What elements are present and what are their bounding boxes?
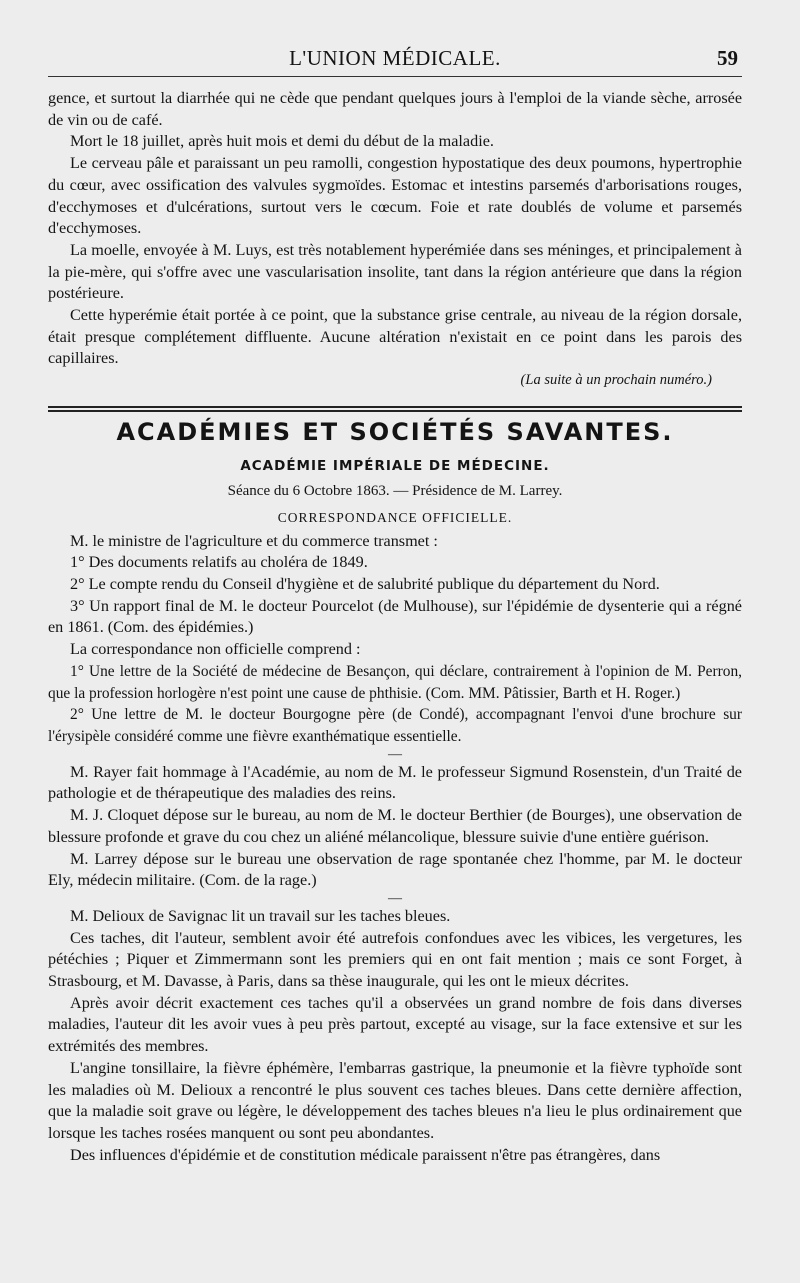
running-header — [48, 44, 742, 74]
header-rule — [48, 76, 742, 77]
paragraph: La moelle, envoyée à M. Luys, est très notablement hyperémiée dans ses méninges, et principalement à la pie-mère, qui s'offre avec une vascularisation insolite, tant dans la région antérieure que dans la région postérieure. — [48, 240, 742, 303]
paragraph: M. Rayer fait hommage à l'Académie, au nom de M. le professeur Sigmund Rosenstein, d'un Traité de pathologie et de thérapeutique des maladies des reins. — [48, 762, 742, 803]
session-line: Séance du 6 Octobre 1863. — Présidence de M. Larrey. — [227, 483, 563, 500]
paragraph: Le cerveau pâle et paraissant un peu ramolli, congestion hypostatique des deux poumons, hypertrophie du cœur, avec ossification des valvules sygmoïdes. Estomac et intestins parsemés d'arborisations rouges, d'ecchymoses et d'ulcérations, surtout vers le cœcum. Foie et rate doublés de volume et parsemés d'ecchymoses. — [48, 154, 742, 238]
paragraph: M. Delioux de Savignac lit un travail sur les taches bleues. — [70, 906, 451, 925]
section-divider — [48, 406, 742, 412]
academy-title: ACADÉMIE IMPÉRIALE DE MÉDECINE. — [240, 457, 550, 474]
paragraph: gence, et surtout la diarrhée qui ne cède que pendant quelques jours à l'emploi de la viande sèche, arrosée de vin ou de café. — [48, 89, 742, 129]
paragraph: Mort le 18 juillet, après huit mois et demi du début de la maladie. — [70, 132, 494, 151]
paragraph: L'angine tonsillaire, la fièvre éphémère, l'embarras gastrique, la pneumonie et la fièvre typhoïde sont les maladies où M. Delioux a rencontré le plus souvent ces taches bleues. Dans cette dernière affection, que la maladie soit grave ou légère, le développement des taches bleues n'a lieu le plus ordinairement que lorsque les taches rosées manquent ou sont peu abondantes. — [48, 1058, 742, 1142]
paragraph: Des influences d'épidémie et de constitution médicale paraissent n'être pas étrangères, dans — [70, 1145, 661, 1164]
continuation-note: (La suite à un prochain numéro.) — [520, 372, 712, 389]
section-title: ACADÉMIES ET SOCIÉTÉS SAVANTES. — [116, 417, 674, 446]
correspondence-heading: CORRESPONDANCE OFFICIELLE. — [277, 509, 513, 525]
list-item: 2° Une lettre de M. le docteur Bourgogne père (de Condé), accompagnant l'envoi d'une brochure sur l'érysipèle considéré comme une fièvre exanthématique essentielle. — [48, 706, 742, 745]
page-number: 59 — [717, 46, 738, 70]
separator-dash: — — [388, 890, 402, 906]
paragraph: M. J. Cloquet dépose sur le bureau, au nom de M. le docteur Berthier (de Bourges), une observation de blessure profonde et grave du cou chez un aliéné mélancolique, blessure suivie d'une entière guérison. — [48, 806, 742, 846]
list-item: 1° Une lettre de la Société de médecine de Besançon, qui déclare, contrairement à l'opinion de M. Perron, que la profession horlogère n'est point une cause de phthisie. (Com. MM. Pâtissier, Barth et H. Roger.) — [48, 662, 742, 702]
paragraph: Cette hyperémie était portée à ce point, que la substance grise centrale, au niveau de la région dorsale, était presque complétement diffluente. Aucune altération n'existait en ce point dans les parois des capillaires. — [48, 306, 742, 368]
list-item: 2° Le compte rendu du Conseil d'hygiène et de salubrité publique du département du Nord. — [70, 575, 660, 594]
paragraph: Après avoir décrit exactement ces taches qu'il a observées un grand nombre de fois dans diverses maladies, l'auteur dit les avoir vues à peu près partout, excepté au visage, sur la face extensive et sur les extrémités des membres. — [48, 993, 742, 1056]
paragraph: La correspondance non officielle comprend : — [70, 640, 361, 659]
paragraph: M. le ministre de l'agriculture et du commerce transmet : — [70, 531, 438, 550]
paragraph: M. Larrey dépose sur le bureau une observation de rage spontanée chez l'homme, par M. le docteur Ely, médecin militaire. (Com. de la rage.) — [48, 849, 742, 890]
paragraph: Ces taches, dit l'auteur, semblent avoir été autrefois confondues avec les vibices, les vergetures, les pétéchies ; Piquer et Zimmermann sont les premiers qui en ont fait mention ; mais ce sont Forget, à Strasbourg, et M. Davasse, à Paris, dans sa thèse inaugurale, qui les ont le mieux décrites. — [48, 928, 742, 991]
list-item: 3° Un rapport final de M. le docteur Pourcelot (de Mulhouse), sur l'épidémie de dysenterie qui a régné en 1861. (Com. des épidémies.) — [48, 596, 742, 637]
list-item: 1° Des documents relatifs au choléra de 1849. — [70, 553, 368, 572]
article-body — [48, 88, 742, 1166]
journal-title: L'UNION MÉDICALE. — [289, 46, 501, 70]
separator-dash: — — [388, 746, 402, 762]
